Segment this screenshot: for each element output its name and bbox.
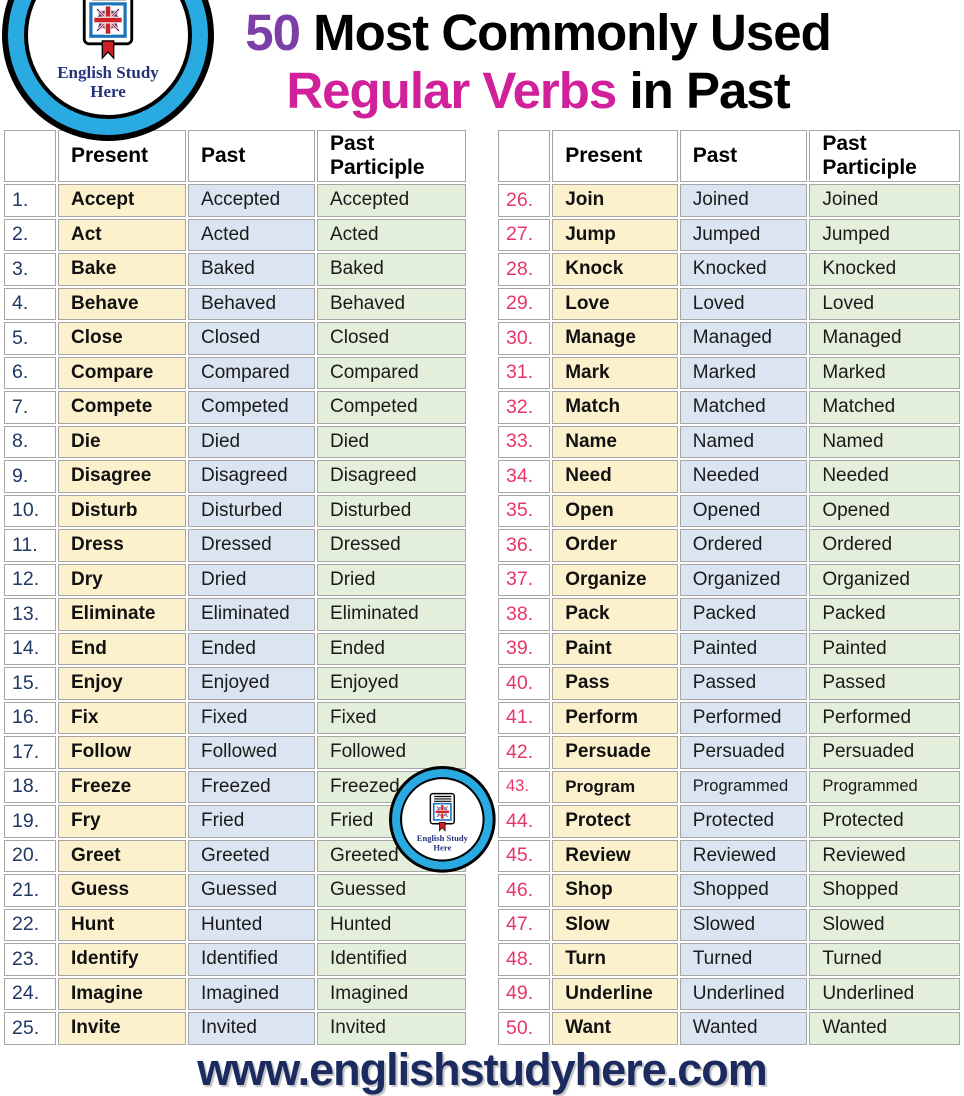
cell-past-participle: Baked — [317, 253, 466, 286]
cell-past: Painted — [680, 633, 808, 666]
cell-present: Jump — [552, 219, 678, 252]
cell-present: Turn — [552, 943, 678, 976]
header-present: Present — [552, 130, 678, 182]
cell-past-participle: Ended — [317, 633, 466, 666]
title-regular-verbs: Regular Verbs — [286, 62, 617, 119]
cell-past: Enjoyed — [188, 667, 315, 700]
cell-past: Underlined — [680, 978, 808, 1011]
verb-row — [4, 495, 466, 528]
cell-past: Named — [680, 426, 808, 459]
cell-present: Organize — [552, 564, 678, 597]
cell-past-participle: Shopped — [809, 874, 960, 907]
cell-past: Shopped — [680, 874, 808, 907]
cell-number: 31. — [498, 357, 550, 390]
verb-row — [498, 943, 960, 976]
cell-number: 9. — [4, 460, 56, 493]
logo-text-line2: Here — [90, 82, 126, 101]
cell-past: Protected — [680, 805, 808, 838]
verb-row — [498, 564, 960, 597]
cell-past: Behaved — [188, 288, 315, 321]
logo-text-line2: Here — [433, 842, 452, 853]
cell-number: 5. — [4, 322, 56, 355]
cell-past-participle: Ordered — [809, 529, 960, 562]
verb-row — [4, 736, 466, 769]
cell-past: Ended — [188, 633, 315, 666]
verb-row — [498, 633, 960, 666]
cell-present: Die — [58, 426, 186, 459]
cell-past: Baked — [188, 253, 315, 286]
cell-past-participle: Hunted — [317, 909, 466, 942]
header-past-participle: Past Participle — [809, 130, 960, 182]
cell-present: Paint — [552, 633, 678, 666]
cell-past-participle: Compared — [317, 357, 466, 390]
title-line-1 — [112, 4, 964, 62]
cell-past: Reviewed — [680, 840, 808, 873]
verb-row — [4, 357, 466, 390]
cell-past-participle: Identified — [317, 943, 466, 976]
cell-number: 42. — [498, 736, 550, 769]
verb-row — [498, 702, 960, 735]
cell-number: 15. — [4, 667, 56, 700]
cell-past-participle: Acted — [317, 219, 466, 252]
cell-past-participle: Opened — [809, 495, 960, 528]
cell-present: Name — [552, 426, 678, 459]
logo-text — [57, 63, 159, 101]
cell-number: 28. — [498, 253, 550, 286]
cell-past: Matched — [680, 391, 808, 424]
verb-row — [4, 529, 466, 562]
verb-row — [498, 391, 960, 424]
cell-number: 21. — [4, 874, 56, 907]
cell-number: 4. — [4, 288, 56, 321]
verb-row — [4, 288, 466, 321]
cell-past: Joined — [680, 184, 808, 217]
cell-past-participle: Greeted — [317, 840, 466, 873]
cell-past-participle: Joined — [809, 184, 960, 217]
title-number: 50 — [245, 4, 300, 61]
verb-row — [4, 874, 466, 907]
cell-past: Loved — [680, 288, 808, 321]
cell-past: Passed — [680, 667, 808, 700]
cell-past-participle: Dried — [317, 564, 466, 597]
cell-number: 41. — [498, 702, 550, 735]
logo-circle — [2, 0, 214, 141]
verb-row — [498, 426, 960, 459]
cell-number: 47. — [498, 909, 550, 942]
cell-past: Guessed — [188, 874, 315, 907]
cell-past: Invited — [188, 1012, 315, 1045]
verb-row — [498, 184, 960, 217]
header-row — [498, 130, 960, 182]
verb-row — [4, 253, 466, 286]
cell-past-participle: Jumped — [809, 219, 960, 252]
cell-present: Persuade — [552, 736, 678, 769]
cell-number: 39. — [498, 633, 550, 666]
cell-number: 49. — [498, 978, 550, 1011]
cell-number: 34. — [498, 460, 550, 493]
cell-number: 50. — [498, 1012, 550, 1045]
book-uk-flag-icon — [70, 0, 146, 61]
cell-number: 10. — [4, 495, 56, 528]
cell-past-participle: Underlined — [809, 978, 960, 1011]
cell-number: 26. — [498, 184, 550, 217]
cell-number: 12. — [4, 564, 56, 597]
cell-present: Love — [552, 288, 678, 321]
cell-present: Pass — [552, 667, 678, 700]
title-line-2 — [112, 62, 964, 120]
cell-number: 37. — [498, 564, 550, 597]
cell-present: Manage — [552, 322, 678, 355]
logo-text — [417, 833, 468, 852]
cell-number: 16. — [4, 702, 56, 735]
cell-past: Performed — [680, 702, 808, 735]
cell-number: 44. — [498, 805, 550, 838]
cell-past-participle: Guessed — [317, 874, 466, 907]
verb-row — [4, 391, 466, 424]
cell-past: Knocked — [680, 253, 808, 286]
cell-past-participle: Protected — [809, 805, 960, 838]
cell-present: Open — [552, 495, 678, 528]
cell-past: Identified — [188, 943, 315, 976]
cell-past: Compared — [188, 357, 315, 390]
cell-present: Behave — [58, 288, 186, 321]
cell-present: End — [58, 633, 186, 666]
cell-present: Perform — [552, 702, 678, 735]
header-present: Present — [58, 130, 186, 182]
verb-row — [4, 633, 466, 666]
footer-url: www.englishstudyhere.com — [197, 1044, 767, 1095]
cell-present: Review — [552, 840, 678, 873]
logo-inner-circle — [24, 0, 192, 119]
cell-present: Dress — [58, 529, 186, 562]
verbs-table-left — [2, 128, 468, 1047]
cell-past-participle: Persuaded — [809, 736, 960, 769]
verbs-table-right — [496, 128, 962, 1047]
cell-past-participle: Turned — [809, 943, 960, 976]
cell-number: 38. — [498, 598, 550, 631]
cell-past-participle: Marked — [809, 357, 960, 390]
cell-number: 43. — [498, 771, 550, 804]
verb-row — [498, 874, 960, 907]
cell-past: Needed — [680, 460, 808, 493]
cell-past: Jumped — [680, 219, 808, 252]
verb-row — [498, 288, 960, 321]
cell-past-participle: Reviewed — [809, 840, 960, 873]
cell-number: 45. — [498, 840, 550, 873]
cell-past: Dressed — [188, 529, 315, 562]
cell-present: Act — [58, 219, 186, 252]
cell-number: 36. — [498, 529, 550, 562]
cell-past: Hunted — [188, 909, 315, 942]
cell-present: Bake — [58, 253, 186, 286]
cell-past-participle: Fried — [317, 805, 466, 838]
cell-number: 32. — [498, 391, 550, 424]
cell-present: Imagine — [58, 978, 186, 1011]
cell-past: Greeted — [188, 840, 315, 873]
verb-row — [498, 840, 960, 873]
page-title — [112, 4, 964, 120]
header-number — [498, 130, 550, 182]
cell-present: Match — [552, 391, 678, 424]
cell-present: Underline — [552, 978, 678, 1011]
cell-past-participle: Packed — [809, 598, 960, 631]
cell-past: Marked — [680, 357, 808, 390]
cell-past: Packed — [680, 598, 808, 631]
cell-present: Follow — [58, 736, 186, 769]
logo-text-line1: English Study — [57, 63, 159, 82]
cell-present: Invite — [58, 1012, 186, 1045]
cell-present: Disagree — [58, 460, 186, 493]
title-line2-rest: in Past — [616, 62, 790, 119]
cell-past: Dried — [188, 564, 315, 597]
cell-number: 6. — [4, 357, 56, 390]
cell-present: Dry — [58, 564, 186, 597]
cell-past: Disagreed — [188, 460, 315, 493]
cell-past-participle: Behaved — [317, 288, 466, 321]
cell-past-participle: Slowed — [809, 909, 960, 942]
cell-present: Want — [552, 1012, 678, 1045]
verb-row — [498, 1012, 960, 1045]
cell-present: Enjoy — [58, 667, 186, 700]
verb-row — [4, 667, 466, 700]
cell-present: Identify — [58, 943, 186, 976]
verb-row — [4, 184, 466, 217]
cell-present: Freeze — [58, 771, 186, 804]
cell-present: Fix — [58, 702, 186, 735]
cell-present: Disturb — [58, 495, 186, 528]
cell-past: Died — [188, 426, 315, 459]
cell-number: 17. — [4, 736, 56, 769]
cell-past-participle: Named — [809, 426, 960, 459]
verb-row — [4, 1012, 466, 1045]
cell-past-participle: Imagined — [317, 978, 466, 1011]
cell-number: 11. — [4, 529, 56, 562]
cell-past-participle: Disturbed — [317, 495, 466, 528]
cell-present: Need — [552, 460, 678, 493]
cell-past-participle: Competed — [317, 391, 466, 424]
cell-number: 46. — [498, 874, 550, 907]
header-past: Past — [188, 130, 315, 182]
cell-past-participle: Followed — [317, 736, 466, 769]
cell-past: Imagined — [188, 978, 315, 1011]
cell-number: 27. — [498, 219, 550, 252]
cell-past-participle: Programmed — [809, 771, 960, 804]
cell-past: Slowed — [680, 909, 808, 942]
cell-present: Shop — [552, 874, 678, 907]
cell-present: Guess — [58, 874, 186, 907]
logo-text-line1: English Study — [416, 833, 468, 843]
verb-row — [498, 529, 960, 562]
cell-number: 33. — [498, 426, 550, 459]
verb-row — [498, 495, 960, 528]
verb-row — [498, 322, 960, 355]
brand-logo — [2, 0, 214, 141]
title-line1-rest: Most Commonly Used — [300, 4, 831, 61]
verb-row — [4, 322, 466, 355]
cell-present: Fry — [58, 805, 186, 838]
verb-row — [498, 667, 960, 700]
verb-row — [4, 943, 466, 976]
cell-present: Pack — [552, 598, 678, 631]
cell-present: Knock — [552, 253, 678, 286]
cell-number: 18. — [4, 771, 56, 804]
cell-past: Fixed — [188, 702, 315, 735]
verb-row — [498, 978, 960, 1011]
cell-present: Slow — [552, 909, 678, 942]
cell-present: Program — [552, 771, 678, 804]
cell-present: Order — [552, 529, 678, 562]
cell-present: Eliminate — [58, 598, 186, 631]
cell-past: Opened — [680, 495, 808, 528]
cell-past: Eliminated — [188, 598, 315, 631]
cell-past: Closed — [188, 322, 315, 355]
cell-past: Managed — [680, 322, 808, 355]
verb-row — [498, 771, 960, 804]
cell-number: 22. — [4, 909, 56, 942]
cell-past: Freezed — [188, 771, 315, 804]
cell-past: Ordered — [680, 529, 808, 562]
verb-row — [498, 598, 960, 631]
cell-number: 20. — [4, 840, 56, 873]
book-uk-flag-icon — [423, 792, 461, 832]
cell-past: Turned — [680, 943, 808, 976]
cell-past-participle: Loved — [809, 288, 960, 321]
verb-row — [498, 253, 960, 286]
verb-row — [498, 219, 960, 252]
verb-row — [498, 460, 960, 493]
cell-present: Accept — [58, 184, 186, 217]
verb-row — [498, 736, 960, 769]
cell-past: Acted — [188, 219, 315, 252]
cell-present: Join — [552, 184, 678, 217]
cell-present: Protect — [552, 805, 678, 838]
watermark-logo — [389, 766, 496, 873]
cell-number: 29. — [498, 288, 550, 321]
verb-row — [4, 598, 466, 631]
verb-row — [4, 702, 466, 735]
cell-past: Disturbed — [188, 495, 315, 528]
cell-past-participle: Died — [317, 426, 466, 459]
cell-present: Compete — [58, 391, 186, 424]
cell-number: 8. — [4, 426, 56, 459]
cell-past: Competed — [188, 391, 315, 424]
verb-row — [498, 357, 960, 390]
cell-past-participle: Knocked — [809, 253, 960, 286]
cell-past-participle: Passed — [809, 667, 960, 700]
cell-past-participle: Performed — [809, 702, 960, 735]
header-past: Past — [680, 130, 808, 182]
cell-number: 7. — [4, 391, 56, 424]
cell-number: 2. — [4, 219, 56, 252]
cell-past-participle: Disagreed — [317, 460, 466, 493]
cell-number: 19. — [4, 805, 56, 838]
cell-number: 35. — [498, 495, 550, 528]
cell-present: Close — [58, 322, 186, 355]
cell-past: Organized — [680, 564, 808, 597]
cell-number: 3. — [4, 253, 56, 286]
cell-past-participle: Dressed — [317, 529, 466, 562]
verb-row — [4, 219, 466, 252]
cell-past: Followed — [188, 736, 315, 769]
cell-past-participle: Invited — [317, 1012, 466, 1045]
header-past-participle: Past Participle — [317, 130, 466, 182]
verb-row — [4, 564, 466, 597]
logo-circle — [389, 766, 496, 873]
cell-past-participle: Closed — [317, 322, 466, 355]
cell-present: Mark — [552, 357, 678, 390]
verb-row — [4, 426, 466, 459]
cell-number: 25. — [4, 1012, 56, 1045]
cell-number: 23. — [4, 943, 56, 976]
cell-number: 30. — [498, 322, 550, 355]
cell-present: Compare — [58, 357, 186, 390]
cell-past-participle: Painted — [809, 633, 960, 666]
logo-inner-circle — [400, 777, 485, 862]
verb-row — [498, 909, 960, 942]
verb-row — [4, 460, 466, 493]
cell-past-participle: Freezed — [317, 771, 466, 804]
cell-past: Accepted — [188, 184, 315, 217]
cell-past: Programmed — [680, 771, 808, 804]
cell-past: Persuaded — [680, 736, 808, 769]
cell-number: 40. — [498, 667, 550, 700]
cell-number: 14. — [4, 633, 56, 666]
cell-number: 1. — [4, 184, 56, 217]
cell-number: 13. — [4, 598, 56, 631]
cell-past-participle: Needed — [809, 460, 960, 493]
cell-present: Greet — [58, 840, 186, 873]
cell-number: 24. — [4, 978, 56, 1011]
cell-past: Wanted — [680, 1012, 808, 1045]
cell-past-participle: Matched — [809, 391, 960, 424]
cell-past-participle: Enjoyed — [317, 667, 466, 700]
cell-past-participle: Accepted — [317, 184, 466, 217]
verb-row — [4, 909, 466, 942]
verb-row — [4, 978, 466, 1011]
cell-past-participle: Eliminated — [317, 598, 466, 631]
cell-past-participle: Managed — [809, 322, 960, 355]
cell-past-participle: Organized — [809, 564, 960, 597]
cell-present: Hunt — [58, 909, 186, 942]
cell-past: Fried — [188, 805, 315, 838]
cell-number: 48. — [498, 943, 550, 976]
cell-past-participle: Wanted — [809, 1012, 960, 1045]
verb-row — [498, 805, 960, 838]
cell-past-participle: Fixed — [317, 702, 466, 735]
